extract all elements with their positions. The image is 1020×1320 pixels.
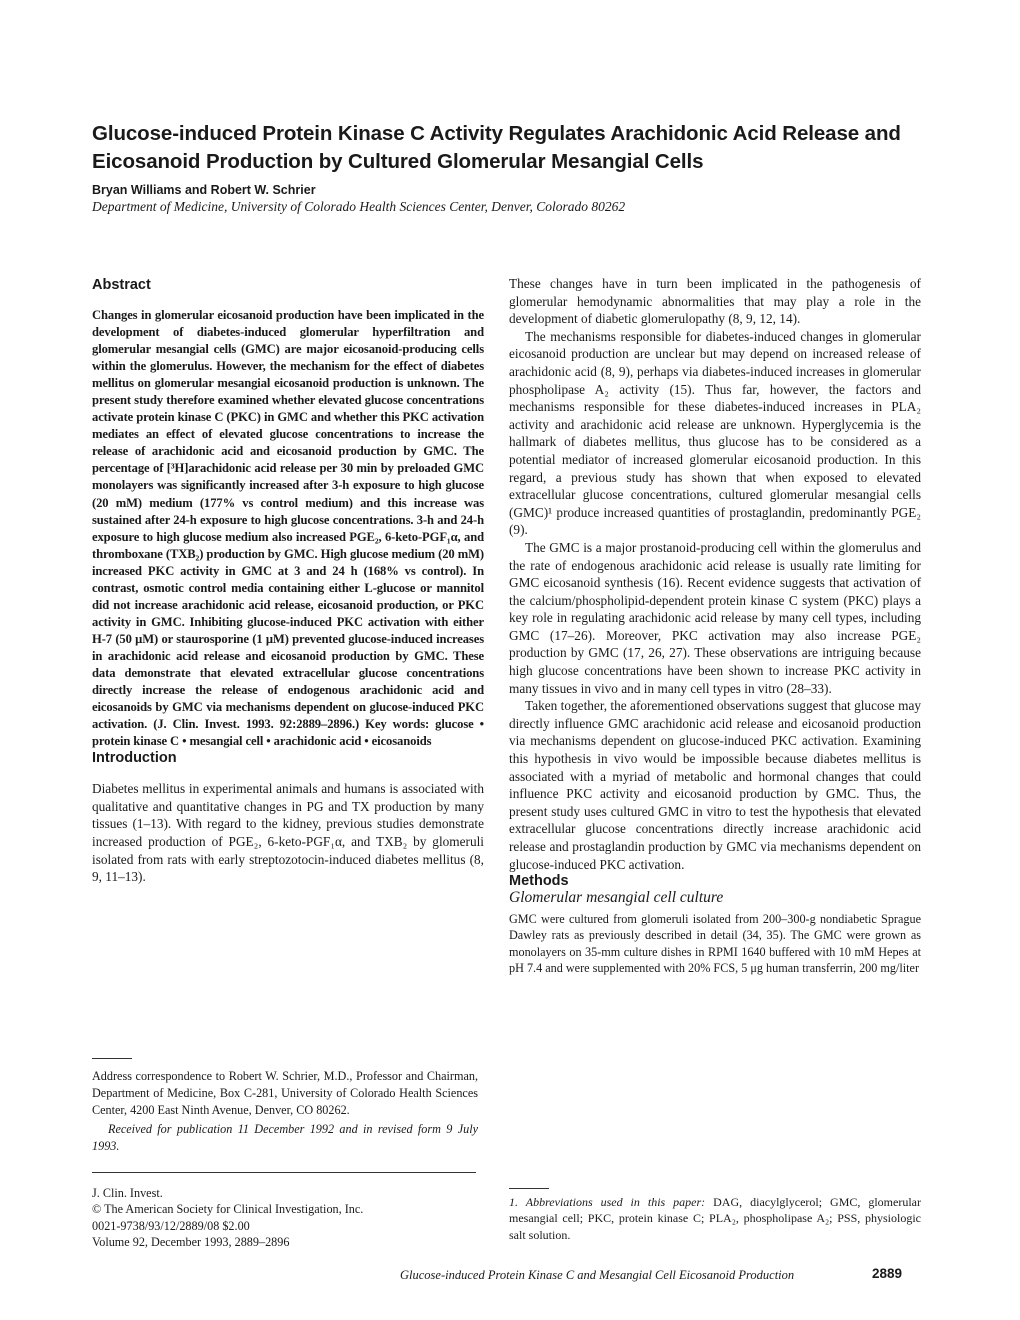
introduction-paragraph-5: Taken together, the aforementioned observations suggest that glucose may directly influence GMC arachidonic acid release and eicosanoid production via mechanisms dependent on glucose-induced PKC activation. Examining this hypothesis in vivo would be impossible because diabetes mellitus is associated with a myriad of metabolic and hormonal changes that could influence PKC activity and eicosanoid production by GMC. Thus, the present study uses cultured GMC in vitro to test the hypothesis that elevated extracellular glucose concentrations directly increase arachidonic acid release and prostaglandin production by GMC via mechanisms dependent on glucose-induced PKC activation. bbox=[509, 698, 921, 872]
abbreviations-intro: 1. Abbreviations used in this paper: bbox=[509, 1195, 706, 1209]
footnote-divider-right bbox=[509, 1188, 549, 1189]
copyright-line: © The American Society for Clinical Investigation, Inc. bbox=[92, 1202, 364, 1217]
introduction-heading: Introduction bbox=[92, 750, 177, 767]
author-affiliation: Department of Medicine, University of Colorado Health Sciences Center, Denver, Colorado 80262 bbox=[92, 199, 626, 214]
methods-heading: Methods bbox=[509, 873, 569, 890]
received-dates: Received for publication 11 December 1992 and in revised form 9 July 1993. bbox=[92, 1122, 478, 1153]
volume-line: Volume 92, December 1993, 2889–2896 bbox=[92, 1234, 290, 1249]
publication-info bbox=[92, 1185, 478, 1250]
introduction-paragraph-1: Diabetes mellitus in experimental animals and humans is associated with qualitative and quantitative changes in PG and TX production by many tissues (1–13). With regard to the kidney, previous studies demonstrate increased production of PGE₂, 6-keto-PGF₁α, and TXB₂ by glomeruli isolated from rats with early streptozotocin-induced diabetes mellitus (8, 9, 11–13). bbox=[92, 781, 484, 885]
introduction-paragraph-3: The mechanisms responsible for diabetes-induced changes in glomerular eicosanoid production are unclear but may depend on increased release of arachidonic acid (8, 9), perhaps via diabetes-induced increases in glomerular phospholipase A₂ activity (15). Thus far, however, the factors and mechanisms responsible for these diabetes-induced increases in PLA₂ activity and arachidonic acid release are unknown. Hyperglycemia is the hallmark of diabetes mellitus, thus glucose has to be considered as a potential mediator of increased glomerular eicosanoid production. In this regard, a previous study has shown that when exposed to elevated extracellular glucose concentrations, cultured glomerular mesangial cells (GMC)¹ produce increased quantities of prostaglandin, predominantly PGE₂ (9). bbox=[509, 328, 921, 538]
introduction-paragraph-2: These changes have in turn been implicated in the pathogenesis of glomerular hemodynamic abnormalities that may play a role in the development of diabetic glomerulopathy (8, 9, 12, 14). bbox=[509, 276, 921, 327]
abbreviations-text: DAG, diacylglycerol; GMC, glomerular mesangial cell; PKC, protein kinase C; PLA₂, phospholipase A₂; PSS, physiologic salt solution. bbox=[509, 1195, 921, 1242]
publication-info-divider bbox=[92, 1172, 476, 1173]
article-title: Glucose-induced Protein Kinase C Activity Regulates Arachidonic Acid Release and Eicosanoid Production by Cultured Glomerular Mesangial Cells bbox=[92, 122, 901, 173]
left-column bbox=[92, 277, 484, 886]
correspondence-footnote bbox=[92, 1068, 478, 1155]
right-column bbox=[509, 275, 921, 976]
cell-culture-text: GMC were cultured from glomeruli isolated from 200–300-g nondiabetic Sprague Dawley rats as previously described in detail (34, 35). The GMC were grown as monolayers on 35-mm culture dishes in RPMI 1640 buffered with 10 mM Hepes at pH 7.4 and were supplemented with 20% FCS, 5 μg human transferrin, 200 mg/liter bbox=[509, 912, 921, 976]
journal-name: J. Clin. Invest. bbox=[92, 1186, 163, 1200]
cell-culture-subheading: Glomerular mesangial cell culture bbox=[509, 889, 724, 907]
running-footer-title: Glucose-induced Protein Kinase C and Mesangial Cell Eicosanoid Production bbox=[400, 1268, 795, 1282]
issn-line: 0021-9738/93/12/2889/08 $2.00 bbox=[92, 1218, 250, 1233]
author-list: Bryan Williams and Robert W. Schrier bbox=[92, 183, 316, 197]
abstract-text: Changes in glomerular eicosanoid production have been implicated in the development of diabetes-induced glomerular hyperfiltration and glomerular mesangial cells (GMC) are major eicosanoid-producing cells within the glomerulus. However, the mechanism for the effect of diabetes mellitus on glomerular mesangial eicosanoid production is unknown. The present study therefore examined whether elevated glucose concentrations activate protein kinase C (PKC) in GMC and whether this PKC activation mediates an effect of elevated glucose concentrations to increase the release of arachidonic acid and eicosanoid production by GMC. The percentage of [³H]arachidonic acid release per 30 min by preloaded GMC monolayers was significantly increased after 3-h exposure to high glucose (20 mM) medium (177% vs control medium) and this increase was sustained after 24-h exposure to high glucose concentrations. 3-h and 24-h exposure to high glucose medium also increased PGE₂, 6-keto-PGF₁α, and thromboxane (TXB₂) production by GMC. High glucose medium (20 mM) increased PKC activity in GMC at 3 and 24 h (168% vs control). In contrast, osmotic control media containing either L-glucose or mannitol did not increase arachidonic acid release, eicosanoid production, or PKC activity in GMC. Inhibiting glucose-induced PKC activation with either H-7 (50 μM) or staurosporine (1 μM) prevented glucose-induced increases in arachidonic acid release and eicosanoid production by GMC. These data demonstrate that elevated extracellular glucose concentrations directly increase the release of endogenous arachidonic acid and eicosanoids by GMC via mechanisms dependent on glucose-induced PKC activation. (J. Clin. Invest. 1993. 92:2889–2896.) Key words: glucose • protein kinase C • mesangial cell • arachidonic acid • eicosanoids bbox=[92, 308, 484, 749]
page-number: 2889 bbox=[872, 1266, 903, 1281]
abbreviations-footnote bbox=[509, 1194, 921, 1243]
correspondence-address: Address correspondence to Robert W. Schrier, M.D., Professor and Chairman, Department of Medicine, Box C-281, University of Colorado Health Sciences Center, 4200 East Ninth Avenue, Denver, CO 80262. bbox=[92, 1069, 478, 1117]
introduction-paragraph-4: The GMC is a major prostanoid-producing cell within the glomerulus and the rate of endogenous arachidonic acid release is usually rate limiting for GMC eicosanoid synthesis (16). Recent evidence suggests that activation of the calcium/phospholipid-dependent protein kinase C system (PKC) plays a key role in regulating arachidonic acid release by many cell types, including GMC (17–26). Moreover, PKC activation may also increase PGE₂ production by GMC (17, 26, 27). These observations are intriguing because high glucose concentrations have been shown to increase PKC activity in many tissues in vivo and in many cell types in vitro (28–33). bbox=[509, 539, 921, 696]
footnote-divider-left bbox=[92, 1058, 132, 1059]
abstract-heading: Abstract bbox=[92, 277, 151, 293]
